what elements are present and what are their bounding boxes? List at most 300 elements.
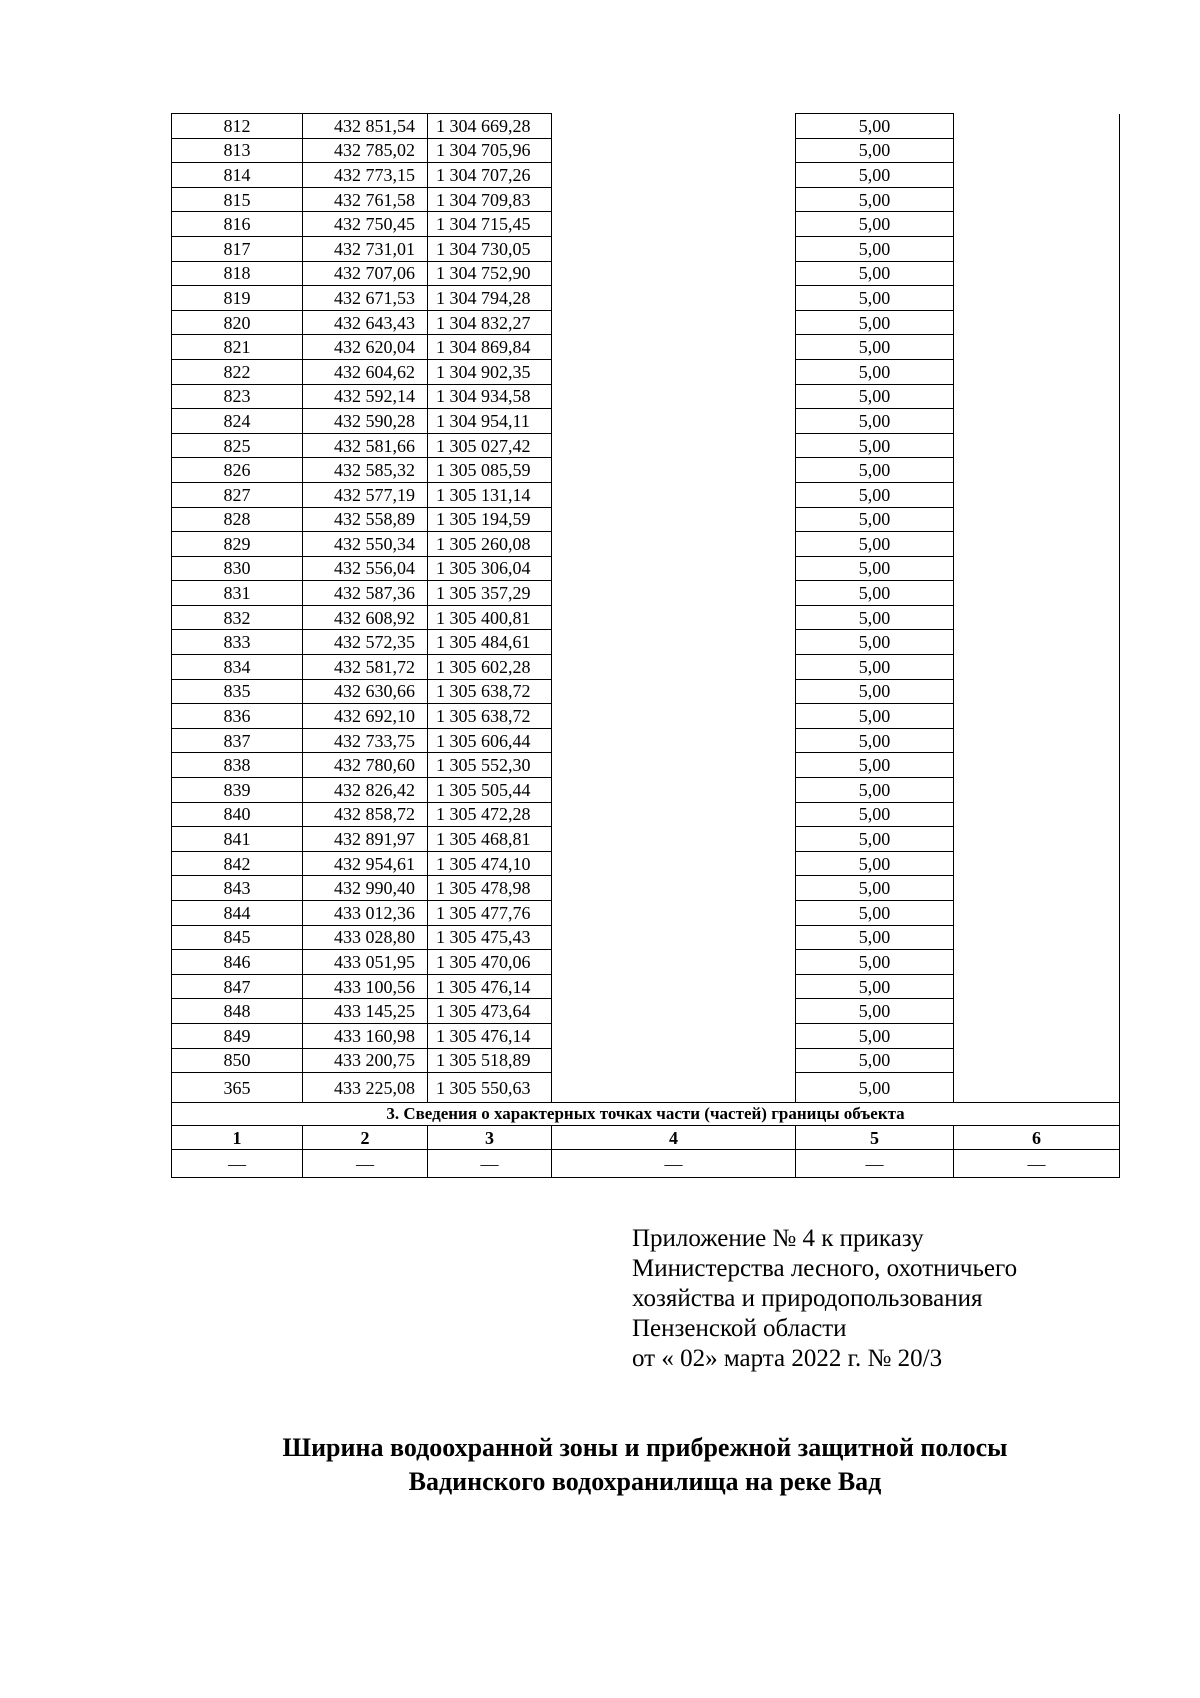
point-number: 827 (172, 482, 303, 507)
description-cell (954, 802, 1120, 827)
column-number: 2 (303, 1126, 428, 1150)
table-row (172, 581, 1120, 606)
x-coordinate: 432 577,19 (303, 482, 428, 507)
point-number: 831 (172, 581, 303, 606)
appendix-line: Пензенской области (632, 1315, 847, 1342)
method-cell (552, 236, 796, 261)
point-number: 819 (172, 286, 303, 311)
description-cell (954, 753, 1120, 778)
precision-value: 5,00 (796, 851, 954, 876)
description-cell (954, 630, 1120, 655)
precision-value: 5,00 (796, 359, 954, 384)
table-row (172, 261, 1120, 286)
y-coordinate: 1 305 606,44 (428, 728, 552, 753)
description-cell (954, 482, 1120, 507)
method-cell (552, 384, 796, 409)
x-coordinate: 432 604,62 (303, 359, 428, 384)
description-cell (954, 458, 1120, 483)
precision-value: 5,00 (796, 384, 954, 409)
table-row (172, 335, 1120, 360)
y-coordinate: 1 305 468,81 (428, 827, 552, 852)
table-row (172, 655, 1120, 680)
description-cell (954, 704, 1120, 729)
description-cell (954, 433, 1120, 458)
x-coordinate: 432 550,34 (303, 532, 428, 557)
description-cell (954, 901, 1120, 926)
point-number: 845 (172, 925, 303, 950)
y-coordinate: 1 305 638,72 (428, 704, 552, 729)
description-cell (954, 384, 1120, 409)
point-number: 849 (172, 1023, 303, 1048)
table-row (172, 1048, 1120, 1073)
description-cell (954, 950, 1120, 975)
point-number: 850 (172, 1048, 303, 1073)
table-row (172, 163, 1120, 188)
table-row (172, 187, 1120, 212)
empty-cell-dash: — (303, 1150, 428, 1178)
precision-value: 5,00 (796, 187, 954, 212)
y-coordinate: 1 305 638,72 (428, 679, 552, 704)
precision-value: 5,00 (796, 310, 954, 335)
y-coordinate: 1 305 478,98 (428, 876, 552, 901)
method-cell (552, 679, 796, 704)
x-coordinate: 432 643,43 (303, 310, 428, 335)
description-cell (954, 114, 1120, 139)
point-number: 826 (172, 458, 303, 483)
table-row (172, 778, 1120, 803)
x-coordinate: 432 858,72 (303, 802, 428, 827)
table-row (172, 1073, 1120, 1103)
table-row (172, 138, 1120, 163)
method-cell (552, 876, 796, 901)
description-cell (954, 778, 1120, 803)
appendix-note (632, 1224, 1017, 1374)
point-number: 833 (172, 630, 303, 655)
x-coordinate: 432 630,66 (303, 679, 428, 704)
precision-value: 5,00 (796, 999, 954, 1024)
description-cell (954, 286, 1120, 311)
table-row (172, 409, 1120, 434)
table-row (172, 679, 1120, 704)
appendix-line: Министерства лесного, охотничьего (632, 1255, 1018, 1282)
document-title-line-2: Вадинского водохранилища на реке Вад (408, 1467, 882, 1496)
x-coordinate: 432 585,32 (303, 458, 428, 483)
precision-value: 5,00 (796, 236, 954, 261)
empty-cell-dash: — (796, 1150, 954, 1178)
boundary-points-table (171, 113, 1120, 1178)
description-cell (954, 138, 1120, 163)
description-cell (954, 679, 1120, 704)
method-cell (552, 556, 796, 581)
precision-value: 5,00 (796, 655, 954, 680)
point-number: 837 (172, 728, 303, 753)
y-coordinate: 1 304 832,27 (428, 310, 552, 335)
precision-value: 5,00 (796, 261, 954, 286)
y-coordinate: 1 305 602,28 (428, 655, 552, 680)
y-coordinate: 1 304 902,35 (428, 359, 552, 384)
y-coordinate: 1 305 194,59 (428, 507, 552, 532)
precision-value: 5,00 (796, 433, 954, 458)
appendix-line: Приложение № 4 к приказу (632, 1225, 924, 1252)
point-number: 848 (172, 999, 303, 1024)
x-coordinate: 433 012,36 (303, 901, 428, 926)
table-row (172, 359, 1120, 384)
precision-value: 5,00 (796, 409, 954, 434)
column-number: 4 (552, 1126, 796, 1150)
table-row (172, 950, 1120, 975)
point-number: 840 (172, 802, 303, 827)
column-number: 1 (172, 1126, 303, 1150)
point-number: 847 (172, 974, 303, 999)
x-coordinate: 432 592,14 (303, 384, 428, 409)
precision-value: 5,00 (796, 974, 954, 999)
x-coordinate: 432 620,04 (303, 335, 428, 360)
precision-value: 5,00 (796, 728, 954, 753)
table-row (172, 827, 1120, 852)
x-coordinate: 432 692,10 (303, 704, 428, 729)
point-number: 830 (172, 556, 303, 581)
table-row (172, 114, 1120, 139)
x-coordinate: 432 556,04 (303, 556, 428, 581)
description-cell (954, 605, 1120, 630)
description-cell (954, 1073, 1120, 1103)
method-cell (552, 409, 796, 434)
y-coordinate: 1 305 476,14 (428, 974, 552, 999)
table-row (172, 286, 1120, 311)
description-cell (954, 310, 1120, 335)
method-cell (552, 728, 796, 753)
y-coordinate: 1 305 260,08 (428, 532, 552, 557)
y-coordinate: 1 305 472,28 (428, 802, 552, 827)
method-cell (552, 261, 796, 286)
precision-value: 5,00 (796, 138, 954, 163)
y-coordinate: 1 304 707,26 (428, 163, 552, 188)
x-coordinate: 432 608,92 (303, 605, 428, 630)
method-cell (552, 507, 796, 532)
point-number: 823 (172, 384, 303, 409)
method-cell (552, 138, 796, 163)
precision-value: 5,00 (796, 114, 954, 139)
precision-value: 5,00 (796, 212, 954, 237)
x-coordinate: 432 891,97 (303, 827, 428, 852)
y-coordinate: 1 304 705,96 (428, 138, 552, 163)
y-coordinate: 1 305 400,81 (428, 605, 552, 630)
method-cell (552, 1023, 796, 1048)
empty-data-row (172, 1150, 1120, 1178)
precision-value: 5,00 (796, 901, 954, 926)
point-number: 842 (172, 851, 303, 876)
point-number: 846 (172, 950, 303, 975)
method-cell (552, 1073, 796, 1103)
precision-value: 5,00 (796, 925, 954, 950)
description-cell (954, 999, 1120, 1024)
section3-heading: 3. Сведения о характерных точках части (частей) границы объекта (172, 1103, 1120, 1126)
appendix-line: хозяйства и природопользования (632, 1285, 983, 1312)
method-cell (552, 433, 796, 458)
x-coordinate: 432 572,35 (303, 630, 428, 655)
method-cell (552, 851, 796, 876)
table-row (172, 728, 1120, 753)
precision-value: 5,00 (796, 753, 954, 778)
y-coordinate: 1 305 027,42 (428, 433, 552, 458)
y-coordinate: 1 304 709,83 (428, 187, 552, 212)
table-row (172, 458, 1120, 483)
method-cell (552, 581, 796, 606)
point-number: 836 (172, 704, 303, 729)
description-cell (954, 827, 1120, 852)
description-cell (954, 187, 1120, 212)
y-coordinate: 1 304 730,05 (428, 236, 552, 261)
description-cell (954, 974, 1120, 999)
description-cell (954, 532, 1120, 557)
precision-value: 5,00 (796, 704, 954, 729)
precision-value: 5,00 (796, 556, 954, 581)
y-coordinate: 1 305 474,10 (428, 851, 552, 876)
table-row (172, 999, 1120, 1024)
table-row (172, 753, 1120, 778)
x-coordinate: 432 558,89 (303, 507, 428, 532)
x-coordinate: 432 590,28 (303, 409, 428, 434)
method-cell (552, 925, 796, 950)
point-number: 818 (172, 261, 303, 286)
y-coordinate: 1 305 131,14 (428, 482, 552, 507)
table-row (172, 974, 1120, 999)
x-coordinate: 432 581,72 (303, 655, 428, 680)
table-row (172, 482, 1120, 507)
precision-value: 5,00 (796, 458, 954, 483)
point-number: 365 (172, 1073, 303, 1103)
point-number: 828 (172, 507, 303, 532)
empty-cell-dash: — (428, 1150, 552, 1178)
method-cell (552, 630, 796, 655)
precision-value: 5,00 (796, 802, 954, 827)
appendix-line: от « 02» марта 2022 г. № 20/3 (632, 1345, 943, 1372)
description-cell (954, 728, 1120, 753)
y-coordinate: 1 304 934,58 (428, 384, 552, 409)
x-coordinate: 433 100,56 (303, 974, 428, 999)
y-coordinate: 1 305 357,29 (428, 581, 552, 606)
precision-value: 5,00 (796, 1073, 954, 1103)
method-cell (552, 310, 796, 335)
description-cell (954, 1023, 1120, 1048)
method-cell (552, 458, 796, 483)
precision-value: 5,00 (796, 532, 954, 557)
x-coordinate: 432 707,06 (303, 261, 428, 286)
x-coordinate: 433 225,08 (303, 1073, 428, 1103)
method-cell (552, 901, 796, 926)
y-coordinate: 1 305 473,64 (428, 999, 552, 1024)
point-number: 812 (172, 114, 303, 139)
method-cell (552, 778, 796, 803)
precision-value: 5,00 (796, 950, 954, 975)
table-row (172, 384, 1120, 409)
description-cell (954, 163, 1120, 188)
table-row (172, 507, 1120, 532)
point-number: 825 (172, 433, 303, 458)
description-cell (954, 507, 1120, 532)
precision-value: 5,00 (796, 778, 954, 803)
point-number: 814 (172, 163, 303, 188)
point-number: 820 (172, 310, 303, 335)
point-number: 835 (172, 679, 303, 704)
table-row (172, 556, 1120, 581)
description-cell (954, 359, 1120, 384)
empty-cell-dash: — (172, 1150, 303, 1178)
method-cell (552, 482, 796, 507)
column-numbers-row (172, 1126, 1120, 1150)
method-cell (552, 827, 796, 852)
y-coordinate: 1 305 477,76 (428, 901, 552, 926)
table-row (172, 704, 1120, 729)
table-row (172, 532, 1120, 557)
precision-value: 5,00 (796, 1023, 954, 1048)
point-number: 817 (172, 236, 303, 261)
precision-value: 5,00 (796, 482, 954, 507)
point-number: 813 (172, 138, 303, 163)
table-row (172, 925, 1120, 950)
x-coordinate: 433 028,80 (303, 925, 428, 950)
method-cell (552, 163, 796, 188)
point-number: 834 (172, 655, 303, 680)
column-number: 5 (796, 1126, 954, 1150)
empty-cell-dash: — (954, 1150, 1120, 1178)
method-cell (552, 532, 796, 557)
precision-value: 5,00 (796, 630, 954, 655)
description-cell (954, 925, 1120, 950)
y-coordinate: 1 304 752,90 (428, 261, 552, 286)
x-coordinate: 433 051,95 (303, 950, 428, 975)
description-cell (954, 876, 1120, 901)
description-cell (954, 655, 1120, 680)
point-number: 816 (172, 212, 303, 237)
x-coordinate: 432 990,40 (303, 876, 428, 901)
empty-cell-dash: — (552, 1150, 796, 1178)
x-coordinate: 432 671,53 (303, 286, 428, 311)
table-row (172, 605, 1120, 630)
x-coordinate: 432 733,75 (303, 728, 428, 753)
method-cell (552, 212, 796, 237)
x-coordinate: 432 954,61 (303, 851, 428, 876)
column-number: 6 (954, 1126, 1120, 1150)
point-number: 821 (172, 335, 303, 360)
x-coordinate: 433 200,75 (303, 1048, 428, 1073)
method-cell (552, 655, 796, 680)
y-coordinate: 1 305 476,14 (428, 1023, 552, 1048)
point-number: 839 (172, 778, 303, 803)
x-coordinate: 432 587,36 (303, 581, 428, 606)
point-number: 822 (172, 359, 303, 384)
description-cell (954, 409, 1120, 434)
method-cell (552, 999, 796, 1024)
table-row (172, 310, 1120, 335)
x-coordinate: 432 780,60 (303, 753, 428, 778)
point-number: 815 (172, 187, 303, 212)
table-row (172, 433, 1120, 458)
x-coordinate: 432 851,54 (303, 114, 428, 139)
document-title-line-1: Ширина водоохранной зоны и прибрежной защитной полосы (282, 1433, 1008, 1462)
description-cell (954, 1048, 1120, 1073)
column-number: 3 (428, 1126, 552, 1150)
y-coordinate: 1 305 518,89 (428, 1048, 552, 1073)
method-cell (552, 950, 796, 975)
point-number: 829 (172, 532, 303, 557)
point-number: 843 (172, 876, 303, 901)
y-coordinate: 1 305 085,59 (428, 458, 552, 483)
description-cell (954, 212, 1120, 237)
precision-value: 5,00 (796, 163, 954, 188)
precision-value: 5,00 (796, 507, 954, 532)
x-coordinate: 432 785,02 (303, 138, 428, 163)
precision-value: 5,00 (796, 335, 954, 360)
table-row (172, 1023, 1120, 1048)
table-row (172, 630, 1120, 655)
x-coordinate: 432 761,58 (303, 187, 428, 212)
method-cell (552, 753, 796, 778)
point-number: 832 (172, 605, 303, 630)
description-cell (954, 236, 1120, 261)
description-cell (954, 261, 1120, 286)
y-coordinate: 1 305 505,44 (428, 778, 552, 803)
table-row (172, 802, 1120, 827)
description-cell (954, 335, 1120, 360)
x-coordinate: 432 731,01 (303, 236, 428, 261)
description-cell (954, 581, 1120, 606)
y-coordinate: 1 304 954,11 (428, 409, 552, 434)
point-number: 838 (172, 753, 303, 778)
table-row (172, 851, 1120, 876)
method-cell (552, 187, 796, 212)
y-coordinate: 1 304 669,28 (428, 114, 552, 139)
y-coordinate: 1 305 550,63 (428, 1073, 552, 1103)
y-coordinate: 1 304 715,45 (428, 212, 552, 237)
method-cell (552, 1048, 796, 1073)
precision-value: 5,00 (796, 581, 954, 606)
precision-value: 5,00 (796, 1048, 954, 1073)
method-cell (552, 359, 796, 384)
precision-value: 5,00 (796, 679, 954, 704)
point-number: 824 (172, 409, 303, 434)
y-coordinate: 1 304 794,28 (428, 286, 552, 311)
description-cell (954, 556, 1120, 581)
x-coordinate: 432 826,42 (303, 778, 428, 803)
method-cell (552, 114, 796, 139)
y-coordinate: 1 305 470,06 (428, 950, 552, 975)
table-row (172, 212, 1120, 237)
method-cell (552, 974, 796, 999)
x-coordinate: 432 581,66 (303, 433, 428, 458)
y-coordinate: 1 305 306,04 (428, 556, 552, 581)
precision-value: 5,00 (796, 286, 954, 311)
section3-heading-row (172, 1103, 1120, 1126)
precision-value: 5,00 (796, 876, 954, 901)
method-cell (552, 704, 796, 729)
x-coordinate: 433 160,98 (303, 1023, 428, 1048)
y-coordinate: 1 305 552,30 (428, 753, 552, 778)
table-row (172, 876, 1120, 901)
point-number: 841 (172, 827, 303, 852)
x-coordinate: 432 750,45 (303, 212, 428, 237)
method-cell (552, 605, 796, 630)
point-number: 844 (172, 901, 303, 926)
precision-value: 5,00 (796, 827, 954, 852)
method-cell (552, 335, 796, 360)
table-row (172, 236, 1120, 261)
y-coordinate: 1 305 475,43 (428, 925, 552, 950)
x-coordinate: 433 145,25 (303, 999, 428, 1024)
x-coordinate: 432 773,15 (303, 163, 428, 188)
table-row (172, 901, 1120, 926)
y-coordinate: 1 304 869,84 (428, 335, 552, 360)
